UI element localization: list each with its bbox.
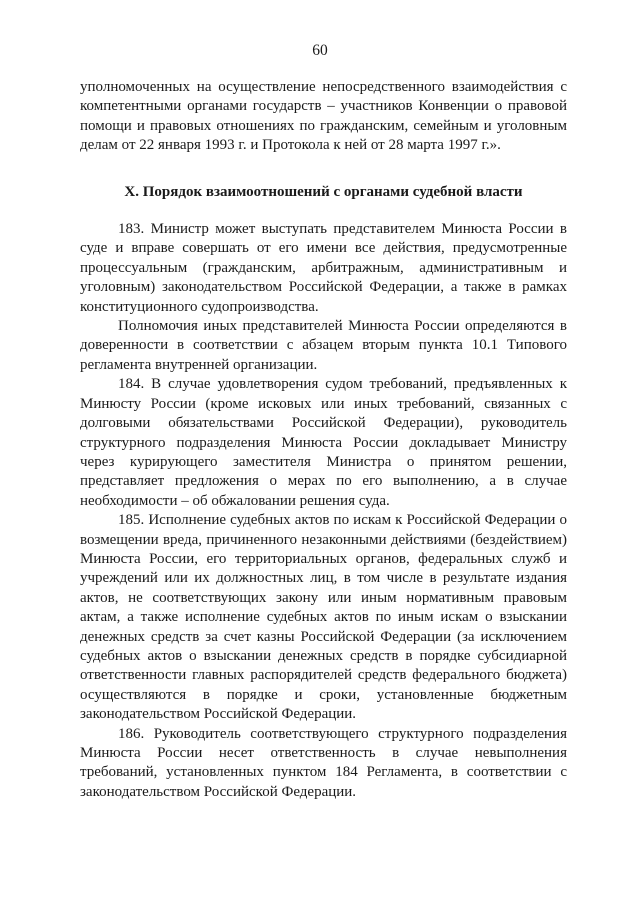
paragraph-183: 183. Министр может выступать представителем Минюста России в суде и вправе совершать от его имени все действия, предусмотренные процессуальным (гражданским, арбитражным, административным и уголовным) законодательством Российской Федерации, а также в рамках конституционного судопроизводства.: [80, 221, 567, 315]
page-number: 60: [312, 42, 328, 59]
paragraph-184: 184. В случае удовлетворения судом требований, предъявленных к Минюсту России (кроме исковых или иных требований, связанных с долговыми обязательствами Российской Федерации), руководитель структурного подразделения Минюста России докладывает Министру через курирующего заместителя Министра о принятом решении, представляет предложения о мерах по его выполнению, а в случае необходимости – об обжаловании решения суда.: [80, 376, 567, 509]
paragraph-185: 185. Исполнение судебных актов по искам к Российской Федерации о возмещении вреда, причиненного незаконными действиями (бездействием) Минюста России, его территориальных органов, федеральных служб и учреждений или их должностных лиц, в том числе в результате издания актов, не соответствующих закону или иным нормативным правовым актам, а также исполнение судебных актов по иным искам о взыскании денежных средств за счет казны Российской Федерации (за исключением судебных актов о взыскании денежных средств в порядке субсидиарной ответственности главных распорядителей средств федерального бюджета) осуществляются в порядке и сроки, установленные бюджетным законодательством Российской Федерации.: [80, 512, 567, 723]
paragraph-186: 186. Руководитель соответствующего структурного подразделения Минюста России несет ответственность в случае невыполнения требований, установленных пунктом 184 Регламента, в соответствии с законодательством Российской Федерации.: [80, 725, 567, 800]
section-title: X. Порядок взаимоотношений с органами судебной власти: [124, 183, 523, 200]
intro-paragraph: уполномоченных на осуществление непосредственного взаимодействия с компетентными органами государств – участников Конвенции о правовой помощи и правовых отношениях по гражданским, семейным и уголовным делам от 22 января 1993 г. и Протокола к ней от 28 марта 1997 г.».: [80, 79, 567, 154]
document-body: [80, 78, 567, 802]
paragraph-183-authority: Полномочия иных представителей Минюста России определяются в доверенности в соответствии с абзацем вторым пункта 10.1 Типового регламента внутренней организации.: [80, 318, 567, 373]
